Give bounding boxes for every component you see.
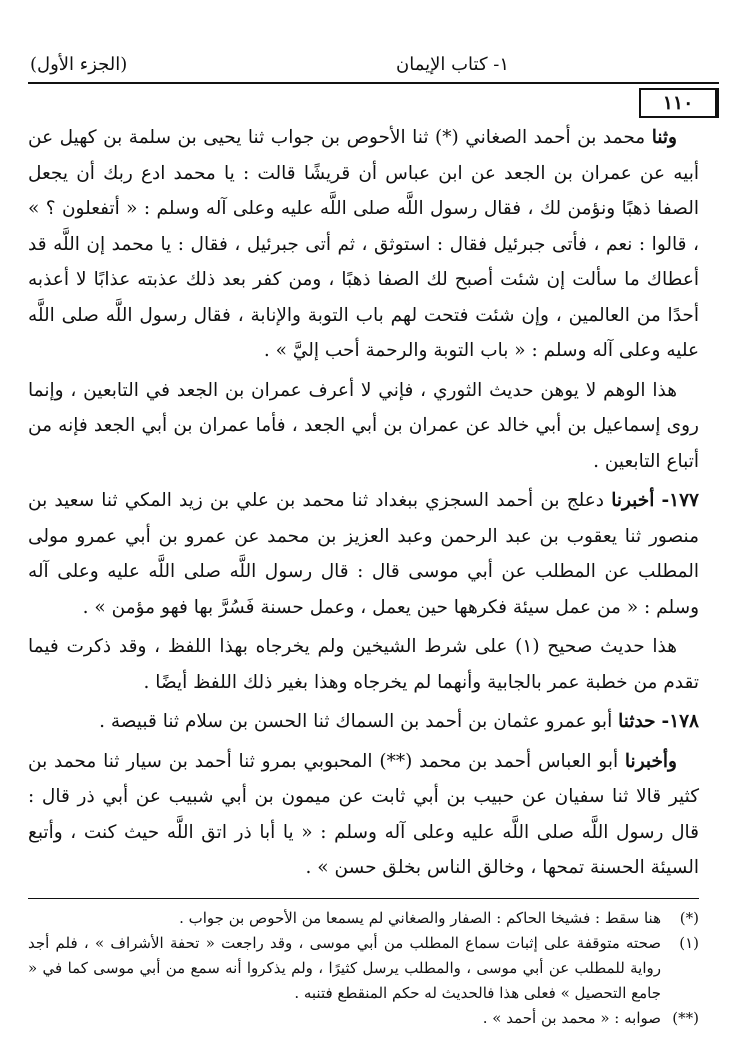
header-rule <box>28 82 719 84</box>
running-header <box>28 52 719 114</box>
footnote-mark: (**) <box>672 1009 699 1027</box>
paragraph <box>28 120 699 369</box>
footnote-mark: (١) <box>679 934 699 952</box>
footnote <box>28 1006 699 1031</box>
paragraph-text: أبو عمرو عثمان بن أحمد بن السماك ثنا الحسن بن سلام ثنا قبيصة . <box>99 711 619 732</box>
chapter-title: ١- كتاب الإيمان <box>395 54 509 75</box>
paragraph-text: هذا الوهم لا يوهن حديث الثوري ، فإني لا أعرف عمران بن الجعد في التابعين ، وإنما روى إسماعيل بن أبي خالد عن عمران بن أبي الجعد ، فأما عمران بن أبي الجعد فإنه من أتباع التابعين . <box>28 379 699 472</box>
footnotes <box>28 906 699 1031</box>
footnote-text: صوابه : « محمد بن أحمد » . <box>482 1009 661 1027</box>
paragraph-lead: وأخبرنا <box>624 750 677 772</box>
volume-label: (الجزء الأول) <box>30 54 128 75</box>
paragraph <box>28 373 699 480</box>
paragraph <box>28 744 699 886</box>
footnote <box>28 931 699 1006</box>
hadith-177 <box>28 483 699 625</box>
footnote-text: هنا سقط : فشيخا الحاكم : الصفار والصغاني لم يسمعا من الأحوص بن جواب . <box>179 909 661 927</box>
paragraph-lead: أخبرنا <box>611 490 655 511</box>
page-number: ١١٠ <box>639 88 719 118</box>
hadith-number: ١٧٧- <box>661 490 699 511</box>
hadith-number: ١٧٨- <box>661 711 699 732</box>
main-text <box>28 120 699 886</box>
paragraph-text: أبو العباس أحمد بن محمد (**) المحبوبي بمرو ثنا أحمد بن سيار ثنا محمد بن كثير قالا ثنا سفيان عن حبيب بن أبي ثابت عن ميمون بن أبي شبيب عن أبي ذر قال : قال رسول اللَّه صلى اللَّه عليه وعلى آله وسلم : « يا أبا ذر اتق اللَّه حيث كنت ، وأتبع السيئة الحسنة تمحها ، وخالق الناس بخلق حسن » . <box>28 750 699 878</box>
paragraph-text: هذا حديث صحيح (١) على شرط الشيخين ولم يخرجاه بهذا اللفظ ، وقد ذكرت فيما تقدم من خطبة عمر بالجابية وأنهما لم يخرجاه وهذا بغير ذلك اللفظ أيضًا . <box>28 636 699 693</box>
hadith-178 <box>28 704 699 740</box>
paragraph-text: دعلج بن أحمد السجزي ببغداد ثنا محمد بن علي بن زيد المكي ثنا سعيد بن منصور ثنا يعقوب بن عبد الرحمن وعبد العزيز بن محمد عن عمرو بن أبي عمرو مولى المطلب عن المطلب عن أبي موسى قال : قال رسول اللَّه صلى اللَّه عليه وعلى آله وسلم : « من عمل سيئة فكرهها حين يعمل ، وعمل حسنة فَسُرَّ بها فهو مؤمن » . <box>28 490 699 618</box>
paragraph <box>28 629 699 700</box>
footnote-mark: (*) <box>679 909 699 927</box>
footnote <box>28 906 699 931</box>
paragraph-lead: حدثنا <box>618 711 656 732</box>
footnote-text: صحته متوقفة على إثبات سماع المطلب من أبي موسى ، وقد راجعت « تحفة الأشراف » ، فلم أجد رواية للمطلب عن أبي موسى ، والمطلب يرسل كثيرًا ، ولم يذكروا أنه سمع من أبي موسى كما في « جامع التحصيل » فعلى هذا فالحديث له حكم المنقطع فتنبه . <box>28 934 661 1002</box>
footnote-rule <box>28 898 699 899</box>
paragraph-lead: وثنا <box>651 127 677 148</box>
paragraph-text: محمد بن أحمد الصغاني (*) ثنا الأحوص بن جواب ثنا يحيى بن سلمة بن كهيل عن أبيه عن عمران بن الجعد عن ابن عباس أن قريشًا قالت : يا محمد ادع ربك أن يجعل الصفا ذهبًا ونؤمن لك ، فقال رسول اللَّه صلى اللَّه عليه وعلى آله وسلم : « أتفعلون ؟ » ، قالوا : نعم ، فأتى جبرئيل فقال : استوثق ، ثم أتى جبرئيل ، فقال : يا محمد إن اللَّه قد أعطاك ما سألت إن شئت أصبح لك الصفا ذهبًا ، ومن كفر بعد ذلك عذبته عذابًا لا أعذبه أحدًا من العالمين ، وإن شئت فتحت لهم باب التوبة والإنابة ، فقال رسول اللَّه صلى اللَّه عليه وعلى آله وسلم : « باب التوبة والرحمة أحب إليَّ » . <box>28 127 699 361</box>
